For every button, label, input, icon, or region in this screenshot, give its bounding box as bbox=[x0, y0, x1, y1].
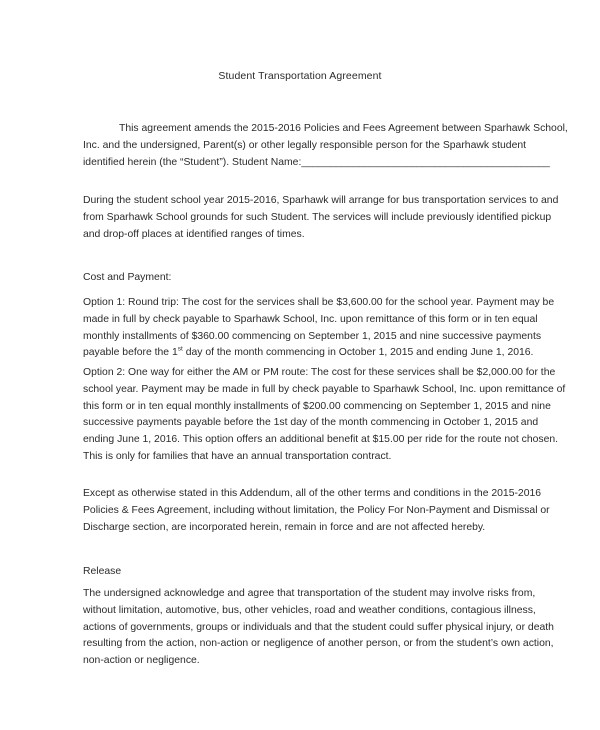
release-paragraph bbox=[83, 586, 554, 670]
services-line: and drop-off places at identified ranges of times. bbox=[83, 228, 305, 240]
option2-paragraph bbox=[83, 365, 566, 466]
intro-line: identified herein (the “Student”). Student Name:___________________________________________ bbox=[83, 156, 550, 168]
release-line: without limitation, automotive, bus, other vehicles, road and weather conditions, contagious illness, bbox=[83, 604, 536, 616]
document-title: Student Transportation Agreement bbox=[218, 70, 382, 82]
release-line: The undersigned acknowledge and agree that transportation of the student may involve risks from, bbox=[83, 588, 536, 599]
option2-line: this form or in ten equal monthly installments of $200.00 commencing on September 1, 2015 and nine bbox=[83, 400, 551, 412]
release-heading: Release bbox=[83, 566, 122, 577]
addendum-line: Except as otherwise stated in this Addendum, all of the other terms and conditions in the 2015-2016 bbox=[83, 488, 542, 499]
option1-paragraph bbox=[83, 295, 555, 362]
option1-line: Option 1: Round trip: The cost for the services shall be $3,600.00 for the school year. Payment may be bbox=[83, 297, 555, 308]
intro-line: Inc. and the undersigned, Parent(s) or other legally responsible person for the Sparhawk student bbox=[83, 139, 527, 151]
option1-line4-start: payable before the 1 bbox=[83, 347, 178, 359]
addendum-line: Policies & Fees Agreement, including without limitation, the Policy For Non-Payment and Dismissal or bbox=[83, 504, 550, 516]
option1-line: made in full by check payable to Sparhawk School, Inc. upon remittance of this form or in ten equal bbox=[83, 313, 538, 325]
release-line: resulting from the action, non-action or negligence of another person, or from the student’s own action, bbox=[83, 638, 554, 650]
option2-line: school year. Payment may be made in full by check payable to Sparhawk School, Inc. upon remittance of bbox=[83, 383, 566, 395]
services-line: from Sparhawk School grounds for such Student. The services will include previously identified pickup bbox=[83, 211, 552, 223]
addendum-paragraph bbox=[83, 486, 550, 536]
option2-line: This is only for families that have an annual transportation contract. bbox=[83, 450, 392, 462]
intro-paragraph bbox=[83, 121, 568, 171]
cost-payment-heading: Cost and Payment: bbox=[83, 272, 172, 283]
ordinal-superscript: st bbox=[177, 345, 183, 353]
option2-line: successive payments payable before the 1st day of the month commencing in October 1, 2015 and bbox=[83, 417, 539, 429]
option2-line: ending June 1, 2016. This option offers an additional benefit at $15.00 per ride for the route not chosen. bbox=[83, 434, 559, 446]
option1-line: monthly installments of $360.00 commencing on September 1, 2015 and nine successive payments bbox=[83, 330, 542, 342]
option2-line: Option 2: One way for either the AM or PM route: The cost for these services shall be $2,000.00 for the bbox=[83, 367, 556, 378]
services-line: During the student school year 2015-2016, Sparhawk will arrange for bus transportation services to and bbox=[83, 195, 559, 206]
services-paragraph bbox=[83, 193, 559, 243]
option1-line4-end: day of the month commencing in October 1, 2015 and ending June 1, 2016. bbox=[182, 347, 534, 359]
release-line: non-action or negligence. bbox=[83, 655, 200, 667]
intro-line: This agreement amends the 2015-2016 Policies and Fees Agreement between Sparhawk School, bbox=[119, 123, 568, 134]
addendum-line: Discharge section, are incorporated herein, remain in force and are not affected hereby. bbox=[83, 521, 486, 533]
option1-line bbox=[83, 345, 534, 362]
release-line: actions of governments, groups or individuals and that the student could suffer physical injury, or death bbox=[83, 621, 554, 633]
